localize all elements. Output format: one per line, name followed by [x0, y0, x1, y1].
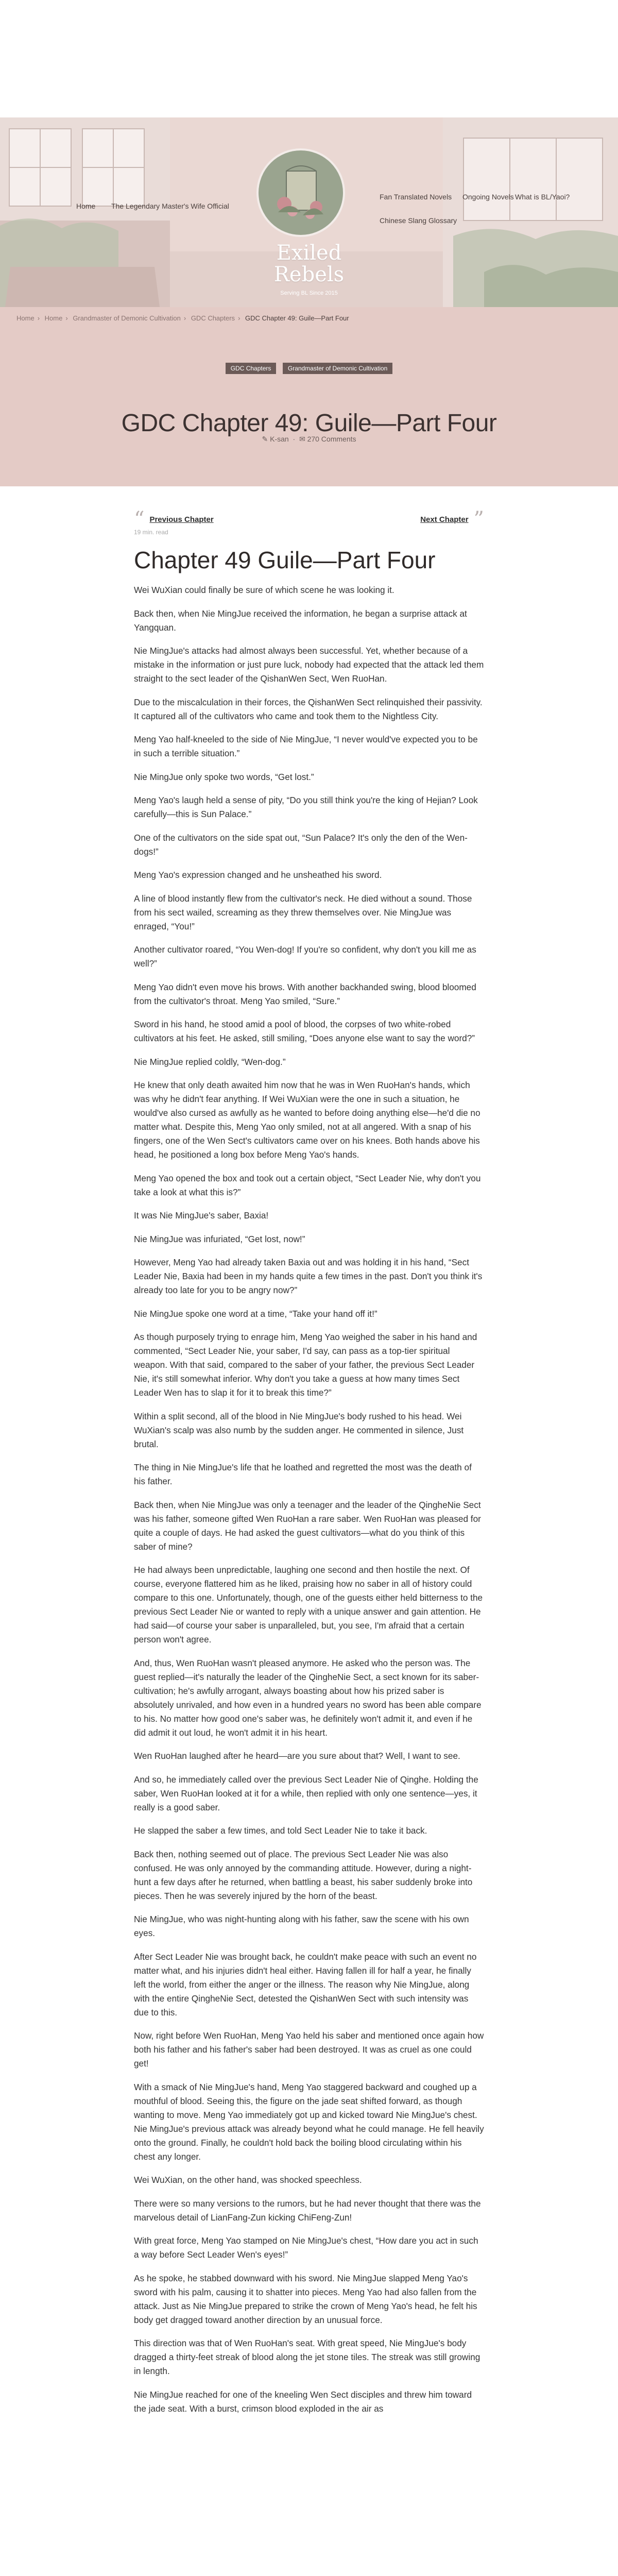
breadcrumb-home[interactable]: Home: [16, 314, 35, 322]
story-paragraph: And so, he immediately called over the previous Sect Leader Nie of Qinghe. Holding the saber, Wen RuoHan looked at it for a while, then replied with only one sentence—yes, it really is a good saber.: [134, 1774, 478, 1812]
site-header: [0, 117, 618, 307]
logo-emblem-icon: [259, 150, 343, 235]
story-paragraph: This direction was that of Wen RuoHan's seat. With great speed, Nie MingJue's body dragged a thirty-feet streak of blood along the jet stone tiles. The streak was still growing in length.: [134, 2338, 480, 2376]
close-quote-icon: ”: [473, 507, 484, 531]
story-paragraph: The thing in Nie MingJue's life that he loathed and regretted the most was the death of his father.: [134, 1462, 472, 1486]
page-title: GDC Chapter 49: Guile—Part Four: [121, 410, 497, 437]
story-paragraph: Sword in his hand, he stood amid a pool of blood, the corpses of two white-robed cultivators at his feet. He asked, still smiling, “Does anyone else want to say the word?”: [134, 1019, 475, 1043]
story-paragraph: Nie MingJue spoke one word at a time, “Take your hand off it!”: [134, 1308, 377, 1319]
article-body: [134, 486, 484, 2416]
story-paragraph: Nie MingJue reached for one of the kneeling Wen Sect disciples and threw him toward the jade seat. With a burst, crimson blood exploded in the air as: [134, 2389, 472, 2414]
story-paragraph: Wei WuXian, on the other hand, was shocked speechless.: [134, 2175, 362, 2185]
nav-slang-glossary[interactable]: Chinese Slang Glossary: [380, 216, 457, 225]
read-time: 19 min. read: [134, 529, 168, 536]
story-paragraph: Back then, when Nie MingJue was only a teenager and the leader of the QingheNie Sect was his father, someone gifted Wen RuoHan a rare saber. Wen RuoHan was pleased for quite a couple of days. He had asked the guest cultivators—what do you think of this saber of mine?: [134, 1499, 481, 1552]
comments-icon: ✉: [299, 435, 305, 443]
top-whitespace: [0, 0, 618, 117]
story-paragraph: Back then, nothing seemed out of place. The previous Sect Leader Nie was also confused. He was only annoyed by the commanding attitude. However, during a night-hunt a few days after he returned, when battling a beast, his saber suddenly broke into pieces. Then he was severely injured by the horn of the beast.: [134, 1849, 473, 1901]
site-tagline: Serving BL Since 2015: [280, 290, 338, 296]
story-paragraph: As he spoke, he stabbed downward with his sword. Nie MingJue slapped Meng Yao's sword with his palm, causing it to shatter into pieces. Meng Yao had also fallen from the attack. Just as Nie MingJue prepared to strike the crown of Meng Yao's head, he felt his body get dragged toward another direction by an unusual force.: [134, 2273, 477, 2325]
category-tag-gdc-chapters[interactable]: GDC Chapters: [226, 363, 277, 374]
story-paragraph: Another cultivator roared, “You Wen-dog! If you're so confident, why don't you kill me as well?”: [134, 944, 476, 969]
story-paragraph: Due to the miscalculation in their forces, the QishanWen Sect relinquished their passivity. It captured all of the cultivators who came and took them to the Nightless City.: [134, 697, 483, 721]
story-paragraph: Nie MingJue only spoke two words, “Get lost.”: [134, 771, 314, 782]
story-paragraph: With great force, Meng Yao stamped on Nie MingJue's chest, “How dare you act in such a way before Sect Leader Wen's eyes!”: [134, 2235, 478, 2260]
story-paragraph: Meng Yao's laugh held a sense of pity, “Do you still think you're the king of Hejian? Look carefully—this is Sun Palace.”: [134, 795, 478, 819]
site-logo[interactable]: [256, 148, 345, 237]
next-chapter-group: [420, 507, 484, 531]
story-paragraph: Nie MingJue replied coldly, “Wen-dog.”: [134, 1056, 286, 1067]
story-paragraph: Meng Yao half-kneeled to the side of Nie MingJue, “I never would've expected you to be in such a terrible situation.”: [134, 734, 478, 758]
story-paragraph: As though purposely trying to enrage him, Meng Yao weighed the saber in his hand and commented, “Sect Leader Nie, your saber, I'd say, can pass as a top-tier spiritual weapon. With that said, compared to the saber of your father, the previous Sect Leader Nie, it's still somewhat inferior. Why don't you take a guess at how many times Sect Leader Wen has to slap it for it to break this time?”: [134, 1332, 477, 1398]
post-comments-link[interactable]: 270 Comments: [307, 435, 356, 443]
story-paragraph: It was Nie MingJue's saber, Baxia!: [134, 1210, 269, 1221]
chapter-heading: Chapter 49 Guile—Part Four: [134, 547, 436, 573]
story-paragraph: Back then, when Nie MingJue received the information, he began a surprise attack at Yangquan.: [134, 608, 467, 633]
story-paragraph: After Sect Leader Nie was brought back, he couldn't make peace with such an event no matter what, and his injuries didn't heal either. Having fallen ill for half a year, he finally left the world, from either the anger or the illness. The reason why Nie MingJue, along with the entire QingheNie Sect, detested the QishanWen Sect with such intensity was due to this.: [134, 1951, 477, 2018]
nav-legendary-masters-wife[interactable]: The Legendary Master's Wife Official: [111, 202, 229, 210]
nav-ongoing[interactable]: Ongoing Novels: [462, 193, 514, 201]
chapter-navigation: [134, 507, 484, 531]
story-paragraph: He slapped the saber a few times, and told Sect Leader Nie to take it back.: [134, 1825, 427, 1836]
category-tags: [0, 363, 618, 374]
breadcrumb: Home › Home › Grandmaster of Demonic Cultivation › GDC Chapters › GDC Chapter 49: Guile—Part Four: [16, 314, 349, 322]
story-paragraph: There were so many versions to the rumors, but he had never thought that there was the marvelous detail of LianFang-Zun kicking ChiFeng-Zun!: [134, 2198, 481, 2223]
story-paragraph: Now, right before Wen RuoHan, Meng Yao held his saber and mentioned once again how both his father and his father's saber had been destroyed. It was as cruel as one could get!: [134, 2030, 484, 2069]
story-paragraph: Wei WuXian could finally be sure of which scene he was looking it.: [134, 585, 394, 595]
open-quote-icon: “: [134, 507, 145, 531]
story-paragraph: Meng Yao opened the box and took out a certain object, “Sect Leader Nie, why don't you take a look at what this is?”: [134, 1173, 481, 1197]
breadcrumb-gdc[interactable]: Grandmaster of Demonic Cultivation: [73, 314, 181, 322]
nav-fan-translated[interactable]: Fan Translated Novels: [380, 193, 452, 201]
story-paragraph: Wen RuoHan laughed after he heard—are you sure about that? Well, I want to see.: [134, 1751, 460, 1761]
category-tag-grandmaster[interactable]: Grandmaster of Demonic Cultivation: [283, 363, 392, 374]
next-chapter-link[interactable]: Next Chapter: [420, 515, 469, 524]
post-meta: ✎ K-san · ✉ 270 Comments: [262, 435, 356, 443]
author-icon: ✎: [262, 435, 268, 443]
chapter-text: [134, 583, 484, 2416]
prev-chapter-group: [134, 507, 214, 531]
story-paragraph: Meng Yao's expression changed and he unsheathed his sword.: [134, 870, 382, 880]
site-name: Exiled Rebels: [273, 241, 345, 286]
nav-home[interactable]: Home: [76, 202, 96, 210]
previous-chapter-link[interactable]: Previous Chapter: [149, 515, 214, 524]
story-paragraph: And, thus, Wen RuoHan wasn't pleased anymore. He asked who the person was. The guest replied—it's naturally the leader of the QingheNie Sect, a sect known for its saber-cultivation; he's awfully arrogant, always boasting about how his prized saber is absolutely unrivaled, and how even in a hundred years no sword has been able compare to his. No matter how good one's saber was, he definitely won't admit it, and even if he did admit it out loud, he won't admit it in his heart.: [134, 1657, 482, 1738]
story-paragraph: Meng Yao didn't even move his brows. With another backhanded swing, blood bloomed from the cultivator's throat. Meng Yao smiled, “Sure.”: [134, 981, 476, 1006]
story-paragraph: Nie MingJue, who was night-hunting along with his father, saw the scene with his own eyes.: [134, 1914, 469, 1938]
breadcrumb-home-2[interactable]: Home: [44, 314, 63, 322]
story-paragraph: However, Meng Yao had already taken Baxia out and was holding it in his hand, “Sect Leader Nie, Baxia had been in my hands quite a few times in the past. Don't you think it's already too late for you to be angry now?”: [134, 1257, 483, 1295]
breadcrumb-current: GDC Chapter 49: Guile—Part Four: [245, 314, 349, 322]
story-paragraph: With a smack of Nie MingJue's hand, Meng Yao staggered backward and coughed up a mouthful of blood. Seeing this, the figure on the jade seat shifted forward, as though wanting to move. Meng Yao immediately got up and kicked toward Nie MingJue's chest. Nie MingJue's previous attack was already beyond what he could manage. He fell heavily onto the ground. Finally, he couldn't hold back the boiling blood circulating within his chest any longer.: [134, 2081, 484, 2162]
breadcrumb-gdc-chapters[interactable]: GDC Chapters: [191, 314, 235, 322]
story-paragraph: Within a split second, all of the blood in Nie MingJue's body rushed to his head. Wei WuXian's scalp was also numb by the sudden anger. He commented in silence, Just brutal.: [134, 1411, 464, 1449]
story-paragraph: He had always been unpredictable, laughing one second and then hostile the next. Of course, everyone flattered him as he liked, praising how no saber in all of history could compare to this one. Unfortunately, though, one of the guests either held bitterness to the previous Sect Leader Nie or wanted to reply with a unique answer and gain attention. He had said—of course your saber is unparalleled, but, you see, I'm afraid that a certain person won't agree.: [134, 1565, 483, 1645]
story-paragraph: He knew that only death awaited him now that he was in Wen RuoHan's hands, which was why he didn't fear anything. If Wei WuXian were the one in such a situation, he would've also cursed as awfully as he wanted to before doing anything else—he'd die no matter what. Despite this, Meng Yao only smiled, not at all angered. With a snap of his fingers, one of the Wen Sect's cultivators came over on his knees. Both hands above his head, he positioned a long box before Meng Yao's hands.: [134, 1080, 480, 1160]
story-paragraph: One of the cultivators on the side spat out, “Sun Palace? It's only the den of the Wen-dogs!”: [134, 832, 468, 857]
story-paragraph: A line of blood instantly flew from the cultivator's neck. He died without a sound. Those from his sect wailed, screaming as they threw themselves over. Nie MingJue was enraged, “You!”: [134, 893, 472, 931]
post-title-band: [0, 307, 618, 486]
post-author[interactable]: K-san: [270, 435, 289, 443]
story-paragraph: Nie MingJue's attacks had almost always been successful. Yet, whether because of a mistake in the information or just pure luck, nobody had expected that the attack led them straight to the sect leader of the QishanWen Sect, Wen RuoHan.: [134, 646, 484, 684]
nav-what-is-bl[interactable]: What is BL/Yaoi?: [515, 193, 570, 201]
story-paragraph: Nie MingJue was infuriated, “Get lost, now!”: [134, 1233, 305, 1244]
